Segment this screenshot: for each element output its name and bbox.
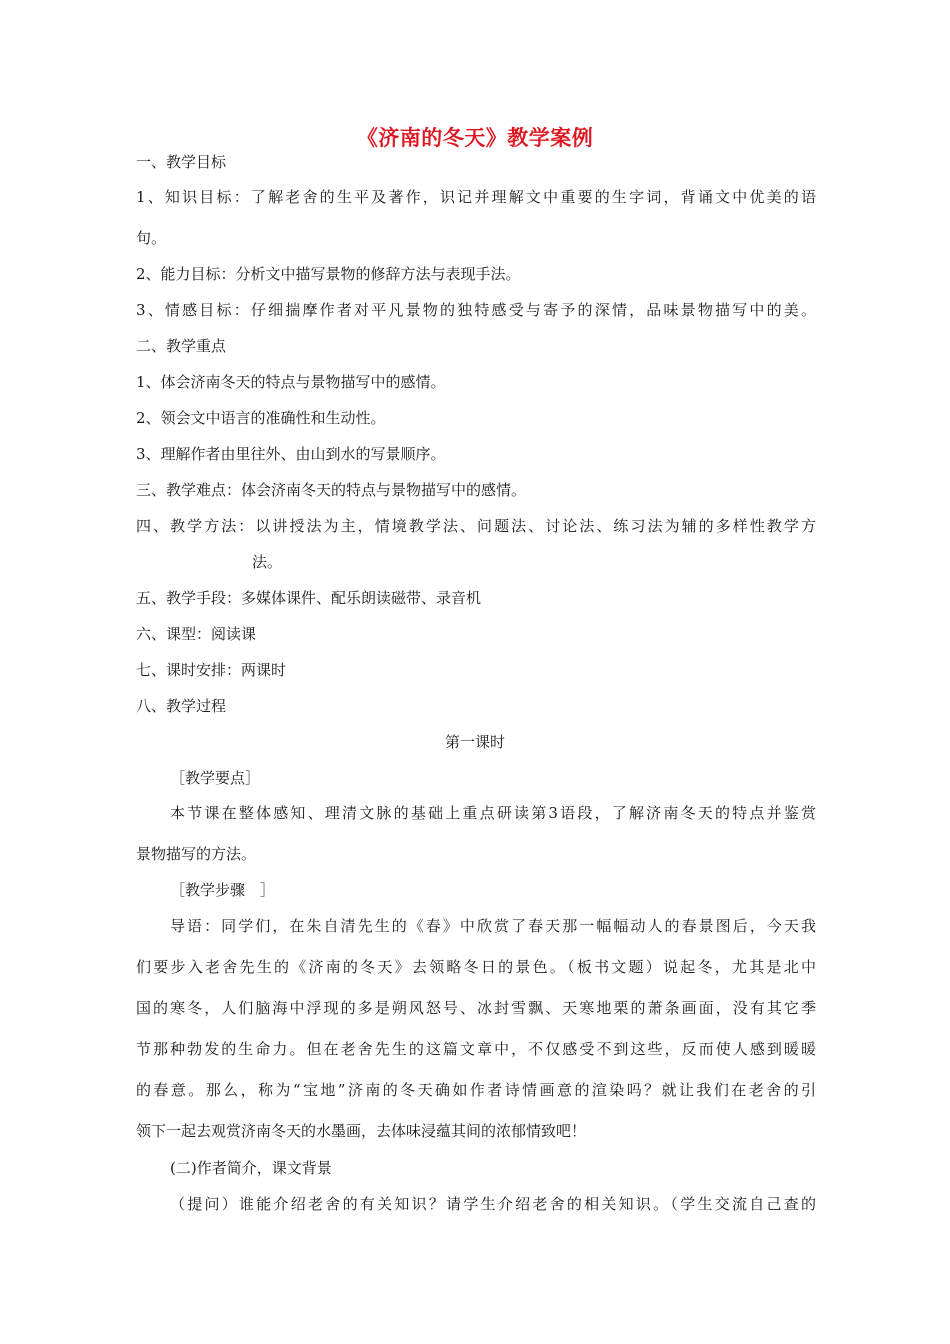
paragraph-line: 1、知识目标：了解老舍的生平及著作，识记并理解文中重要的生字词，背诵文中优美的语 <box>136 188 816 206</box>
document-title: 《济南的冬天》教学案例 <box>356 126 594 150</box>
paragraph-line: 2、领会文中语言的准确性和生动性。 <box>136 409 386 427</box>
section-heading-means: 五、教学手段：多媒体课件、配乐朗读磁带、录音机 <box>136 589 482 607</box>
paragraph-line: 的春意。那么，称为“宝地”济南的冬天确如作者诗情画意的渲染吗？就让我们在老舍的引 <box>136 1081 816 1099</box>
section-heading-process: 八、教学过程 <box>136 697 227 715</box>
paragraph-line: 节那种勃发的生命力。但在老舍先生的这篇文章中，不仅感受不到这些，反而使人感到暖暖 <box>136 1040 816 1058</box>
section-heading-objectives: 一、教学目标 <box>136 153 227 171</box>
section-heading-schedule: 七、课时安排：两课时 <box>136 661 287 679</box>
paragraph-line: 2、能力目标：分析文中描写景物的修辞方法与表现手法。 <box>136 265 521 283</box>
paragraph-line: 法。 <box>252 553 283 571</box>
paragraph-line: 句。 <box>136 229 167 247</box>
section-heading-difficulty: 三、教学难点：体会济南冬天的特点与景物描写中的感情。 <box>136 481 527 499</box>
lesson-heading: 第一课时 <box>444 733 505 751</box>
paragraph-line: 3、理解作者由里往外、由山到水的写景顺序。 <box>136 445 446 463</box>
subsection-heading-author: (二)作者简介，课文背景 <box>170 1159 332 1177</box>
paragraph-line: 1、体会济南冬天的特点与景物描写中的感情。 <box>136 373 446 391</box>
paragraph-line: 3、情感目标：仔细揣摩作者对平凡景物的独特感受与寄予的深情，品味景物描写中的美。 <box>136 301 816 319</box>
bracket-heading-key: ［教学要点］ <box>170 769 261 787</box>
paragraph-line: 国的寒冬，人们脑海中浮现的多是朔风怒号、冰封雪飘、天寒地栗的萧条画面，没有其它季 <box>136 999 816 1017</box>
section-heading-method: 四、教学方法：以讲授法为主，情境教学法、问题法、讨论法、练习法为辅的多样性教学方 <box>136 517 816 535</box>
paragraph-line: 领下一起去观赏济南冬天的水墨画，去体味浸蕴其间的浓郁情致吧！ <box>136 1122 587 1140</box>
section-heading-key-points: 二、教学重点 <box>136 337 227 355</box>
paragraph-line: 导语：同学们，在朱自清先生的《春》中欣赏了春天那一幅幅动人的春景图后，今天我 <box>170 917 816 935</box>
paragraph-line: 景物描写的方法。 <box>136 845 257 863</box>
paragraph-line: （提问）谁能介绍老舍的有关知识？请学生介绍老舍的相关知识。（学生交流自己查的 <box>170 1195 816 1213</box>
paragraph-line: 本节课在整体感知、理清文脉的基础上重点研读第3语段，了解济南冬天的特点并鉴赏 <box>170 804 816 822</box>
paragraph-line: 们要步入老舍先生的《济南的冬天》去领略冬日的景色。（板书文题）说起冬，尤其是北中 <box>136 958 816 976</box>
section-heading-type: 六、课型：阅读课 <box>136 625 257 643</box>
bracket-heading-steps: ［教学步骤 ］ <box>170 881 276 899</box>
